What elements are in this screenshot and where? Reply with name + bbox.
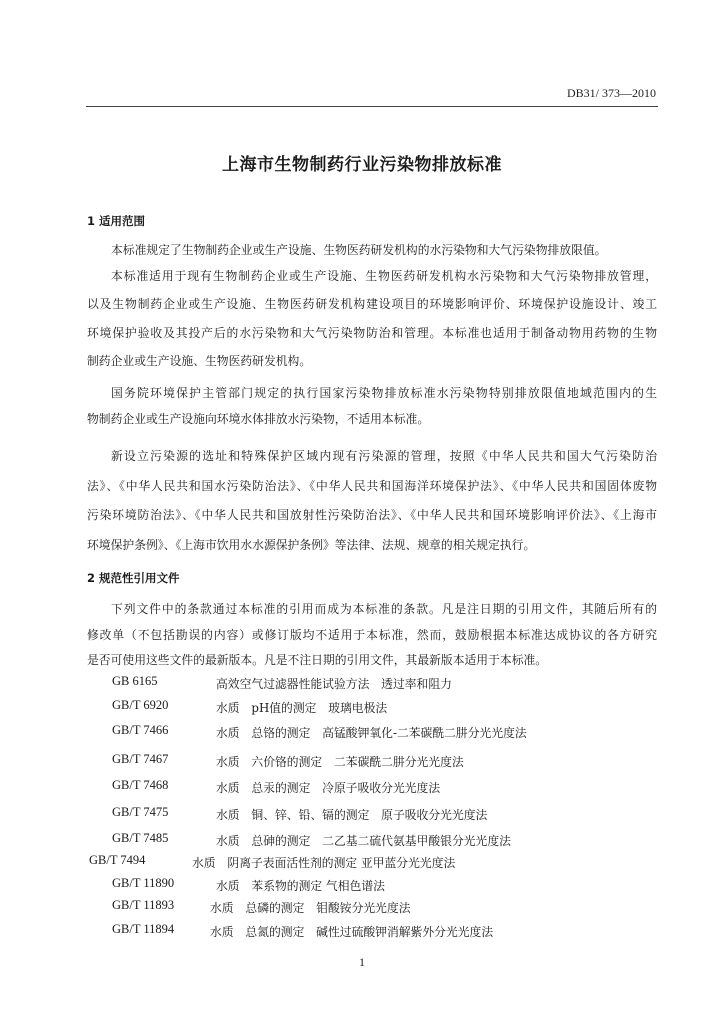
paragraph-line: 环境保护验收及其投产后的水污染物和大气污染物防治和管理。本标准也适用于制备动物用药物的生物 xyxy=(87,326,657,340)
reference-title: 水质 总砷的测定 二乙基二硫代氨基甲酸银分光光度法 xyxy=(216,834,511,848)
reference-title: 水质 铜、锌、铅、镉的测定 原子吸收分光光度法 xyxy=(216,808,488,822)
header-rule xyxy=(86,106,658,107)
reference-title: 水质 总汞的测定 冷原子吸收分光光度法 xyxy=(216,781,441,795)
paragraph-line: 下列文件中的条款通过本标准的引用而成为本标准的条款。凡是注日期的引用文件，其随后所有的 xyxy=(111,602,657,616)
reference-code: GB/T 11894 xyxy=(112,922,175,936)
reference-title: 水质 六价铬的测定 二苯碳酰二肼分光光度法 xyxy=(216,755,464,769)
paragraph-line: 本标准规定了生物制药企业或生产设施、生物医药研发机构的水污染物和大气污染物排放限值。 xyxy=(111,243,607,257)
reference-code: GB/T 7466 xyxy=(112,723,169,737)
reference-code: GB/T 7468 xyxy=(112,778,169,792)
reference-code: GB/T 6920 xyxy=(112,698,169,712)
reference-code: GB/T 7485 xyxy=(112,831,169,845)
reference-code: GB/T 11890 xyxy=(112,876,175,890)
paragraph-line: 以及生物制药企业或生产设施、生物医药研发机构建设项目的环境影响评价、环境保护设施设计、竣工 xyxy=(87,297,657,311)
paragraph-line: 新设立污染源的选址和特殊保护区域内现有污染源的管理，按照《中华人民共和国大气污染防治 xyxy=(111,449,657,463)
reference-title: 水质 pH值的测定 玻璃电极法 xyxy=(216,701,388,715)
reference-title: 水质 苯系物的测定 气相色谱法 xyxy=(216,879,385,893)
paragraph-line: 污染环境防治法》、《中华人民共和国放射性污染防治法》、《中华人民共和国环境影响评价法》、《上海市 xyxy=(87,508,657,522)
paragraph-line: 是否可使用这些文件的最新版本。凡是不注日期的引用文件，其最新版本适用于本标准。 xyxy=(87,653,548,667)
reference-code: GB/T 7475 xyxy=(112,805,169,819)
paragraph-line: 修改单（不包括勘误的内容）或修订版均不适用于本标准，然而，鼓励根据本标准达成协议的各方研究 xyxy=(87,628,657,642)
reference-title: 水质 总磷的测定 钼酸铵分光光度法 xyxy=(210,901,411,915)
page-number: 1 xyxy=(359,955,365,969)
paragraph-line: 本标准适用于现有生物制药企业或生产设施、生物医药研发机构水污染物和大气污染物排放管理， xyxy=(111,269,657,283)
reference-title: 水质 阴离子表面活性剂的测定 亚甲蓝分光光度法 xyxy=(192,856,456,870)
section-1-heading: 1 适用范围 xyxy=(87,214,146,228)
reference-code: GB/T 7494 xyxy=(89,853,146,867)
reference-code: GB 6165 xyxy=(112,674,158,688)
reference-code: GB/T 11893 xyxy=(112,898,175,912)
paragraph-line: 制药企业或生产设施、生物医药研发机构。 xyxy=(87,354,312,368)
reference-title: 水质 总氮的测定 碱性过硫酸钾消解紫外分光光度法 xyxy=(210,925,494,939)
document-number: DB31/ 373—2010 xyxy=(566,86,656,100)
reference-title: 水质 总铬的测定 高锰酸钾氧化-二苯碳酰二肼分光光度法 xyxy=(216,726,527,740)
paragraph-line: 物制药企业或生产设施向环境水体排放水污染物，不适用本标准。 xyxy=(87,412,430,426)
document-title: 上海市生物制药行业污染物排放标准 xyxy=(222,155,502,175)
paragraph-line: 环境保护条例》、《上海市饮用水水源保护条例》等法律、法规、规章的相关规定执行。 xyxy=(87,538,536,552)
reference-title: 高效空气过滤器性能试验方法 透过率和阻力 xyxy=(216,677,452,691)
section-2-heading: 2 规范性引用文件 xyxy=(87,571,180,585)
reference-code: GB/T 7467 xyxy=(112,752,169,766)
paragraph-line: 法》、《中华人民共和国水污染防治法》、《中华人民共和国海洋环境保护法》、《中华人民共和国固体废物 xyxy=(87,479,657,493)
paragraph-line: 国务院环境保护主管部门规定的执行国家污染物排放标准水污染物特别排放限值地域范围内的生 xyxy=(111,386,657,400)
